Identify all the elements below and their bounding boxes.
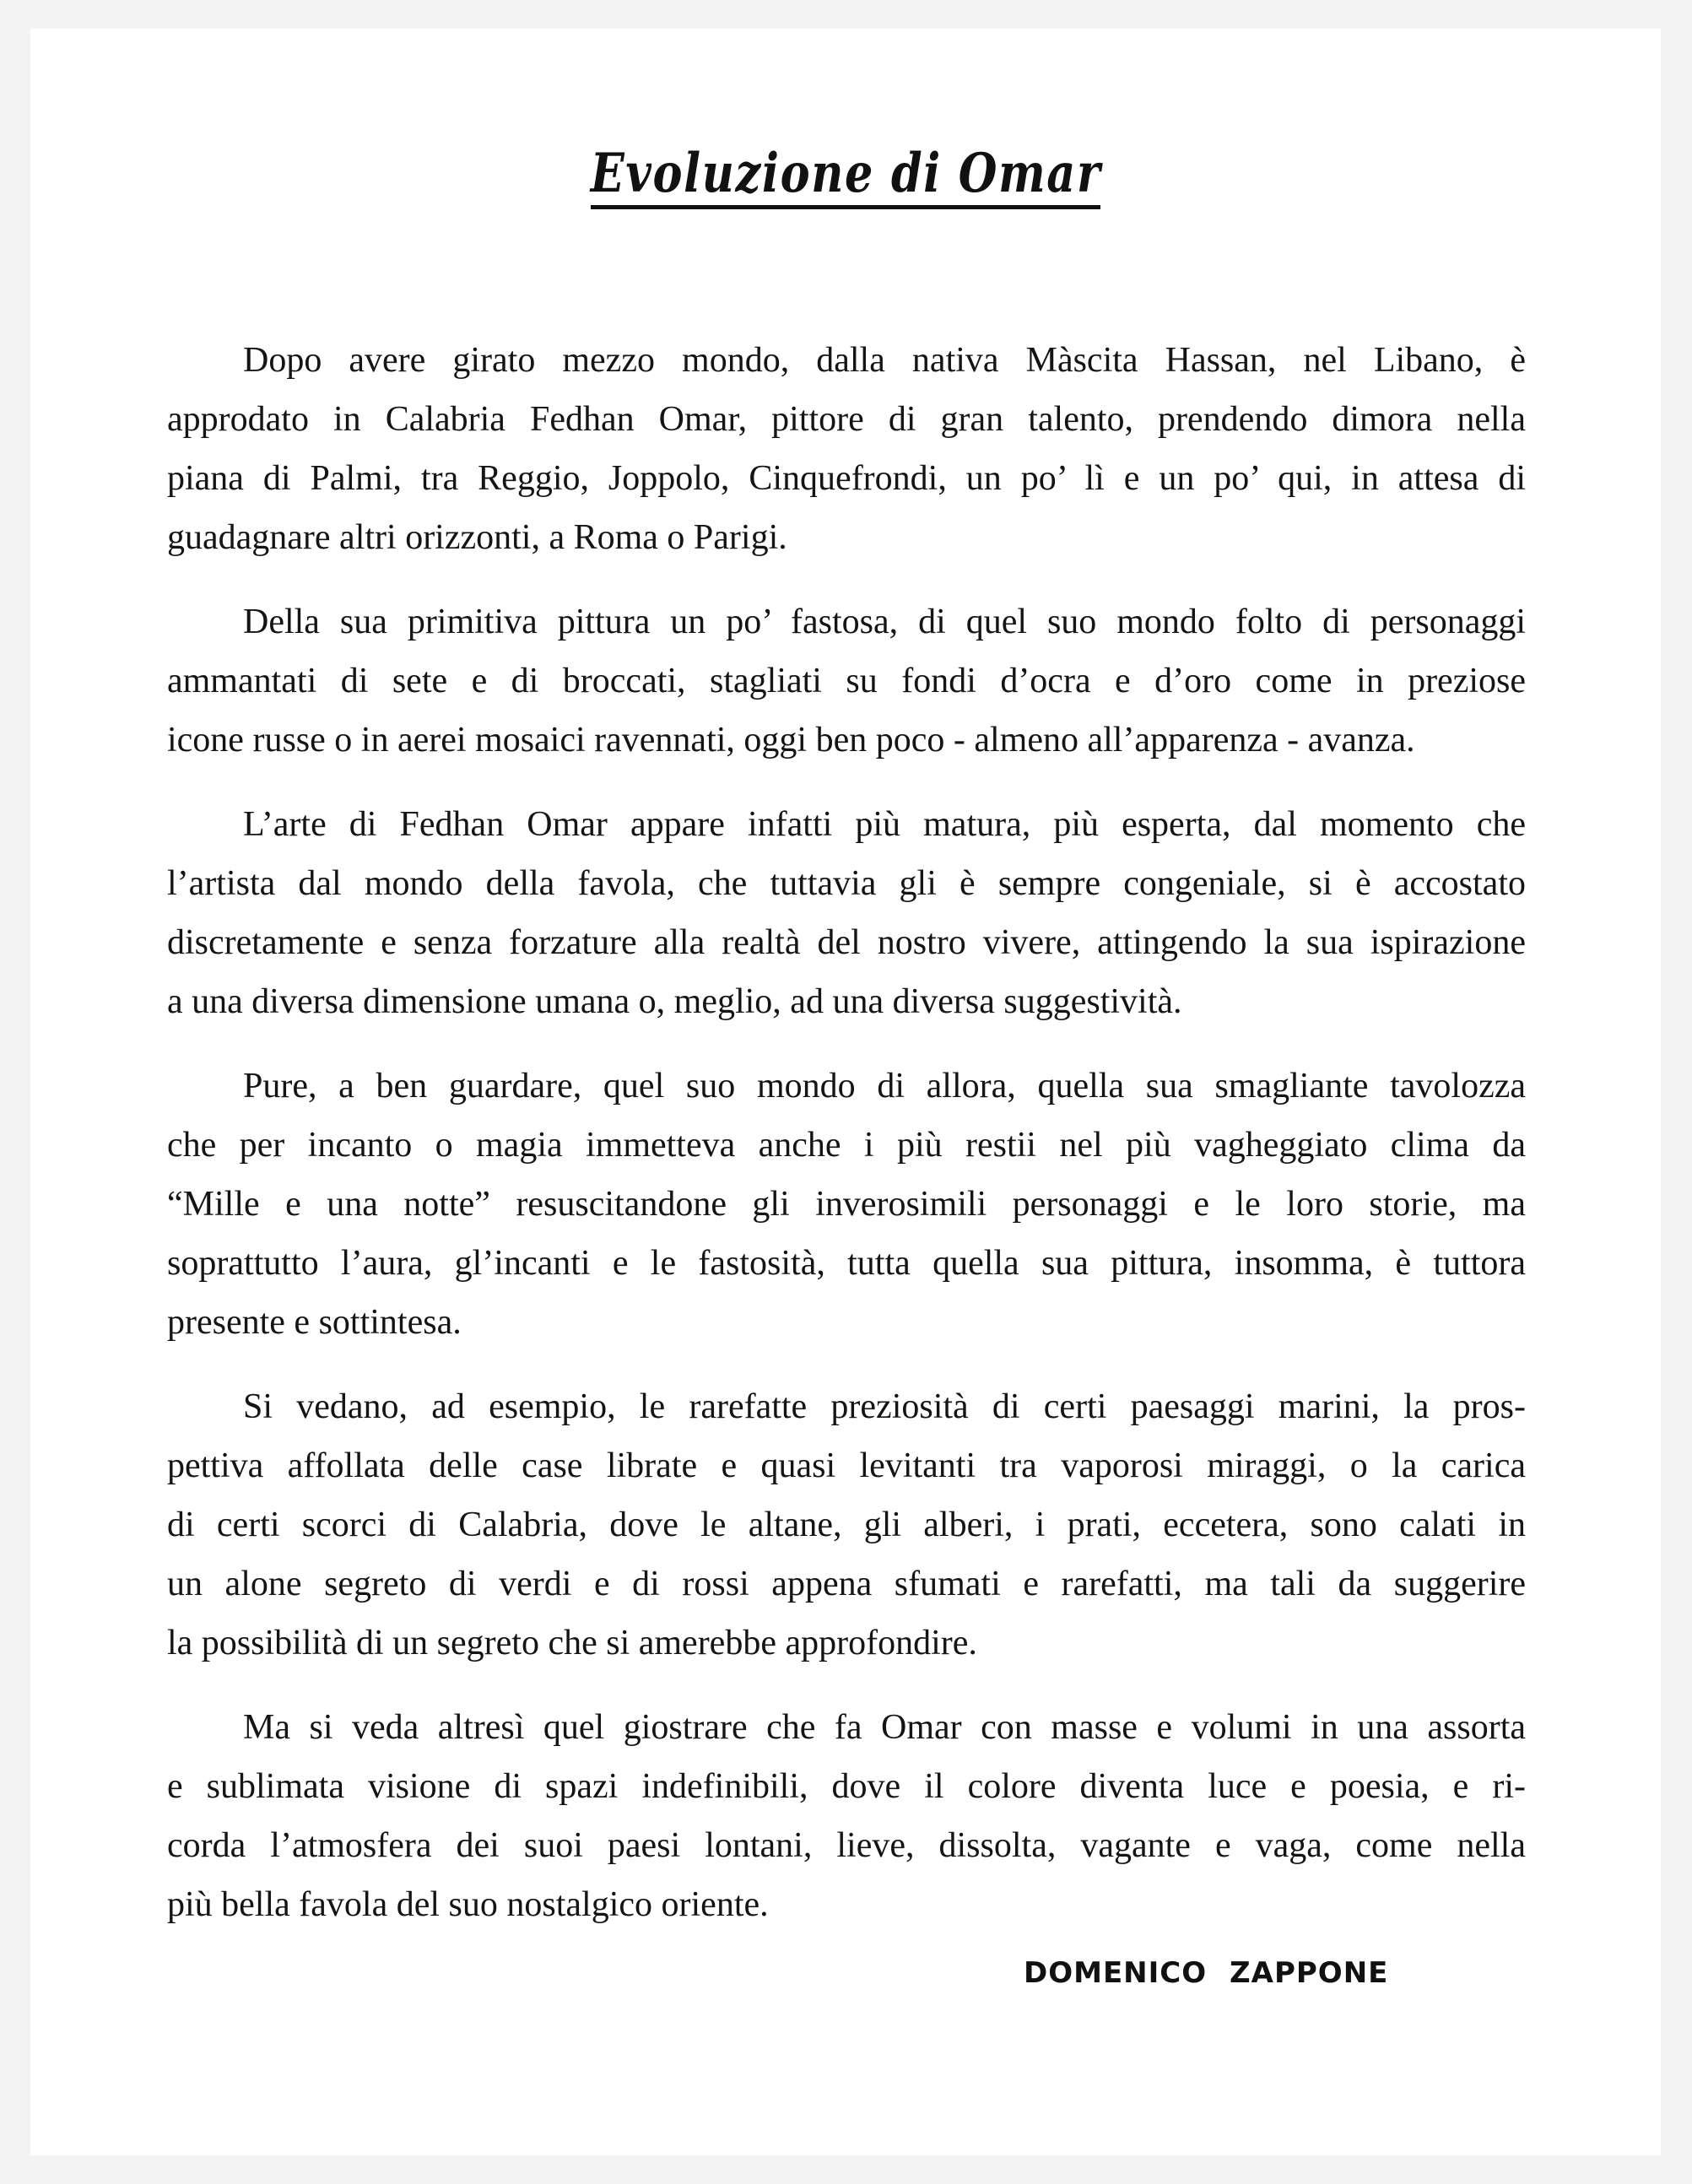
paragraph [167,1698,1526,1934]
text-line: ammantati di sete e di broccati, stagliati su fondi d’ocra e d’oro come in preziose [167,662,1526,700]
text-line: di certi scorci di Calabria, dove le altane, gli alberi, i prati, eccetera, sono calati in [167,1506,1526,1544]
text-line: pettiva affollata delle case librate e quasi levitanti tra vaporosi miraggi, o la carica [167,1446,1526,1485]
title-underline [591,205,1100,209]
article-body [167,331,1526,1960]
text-line: l’artista dal mondo della favola, che tuttavia gli è sempre congeniale, si è accostato [167,864,1526,903]
text-line: Ma si veda altresì quel giostrare che fa Omar con masse e volumi in una assorta [243,1708,1526,1747]
text-line: più bella favola del suo nostalgico oriente. [167,1885,769,1924]
author-signature: DOMENICO ZAPPONE [1024,1956,1389,1990]
paragraph [167,1377,1526,1673]
text-line: che per incanto o magia immetteva anche i più restii nel più vagheggiato clima da [167,1126,1526,1165]
text-line: un alone segreto di verdi e di rossi appena sfumati e rarefatti, ma tali da suggerire [167,1565,1526,1603]
text-line: guadagnare altri orizzonti, a Roma o Parigi. [167,518,787,557]
text-line: Della sua primitiva pittura un po’ fastosa, di quel suo mondo folto di personaggi [243,603,1526,641]
text-line: approdato in Calabria Fedhan Omar, pittore di gran talento, prendendo dimora nella [167,400,1526,439]
text-line: Si vedano, ad esempio, le rarefatte preziosità di certi paesaggi marini, la pros- [243,1387,1526,1426]
paragraph [167,331,1526,567]
paragraph [167,1057,1526,1352]
text-line: piana di Palmi, tra Reggio, Joppolo, Cinquefrondi, un po’ lì e un po’ qui, in attesa di [167,459,1526,498]
text-line: corda l’atmosfera dei suoi paesi lontani, lieve, dissolta, vagante e vaga, come nella [167,1826,1526,1865]
text-line: Pure, a ben guardare, quel suo mondo di allora, quella sua smagliante tavolozza [243,1067,1526,1106]
text-line: Dopo avere girato mezzo mondo, dalla nativa Màscita Hassan, nel Libano, è [243,341,1526,380]
text-line: e sublimata visione di spazi indefinibili, dove il colore diventa luce e poesia, e ri- [167,1767,1526,1806]
article-title: Evoluzione di Omar [590,142,1102,205]
text-line: discretamente e senza forzature alla realtà del nostro vivere, attingendo la sua ispirazione [167,923,1526,962]
text-line: icone russe o in aerei mosaici ravennati, oggi ben poco - almeno all’apparenza - avanza. [167,721,1415,760]
text-line: soprattutto l’aura, gl’incanti e le fastosità, tutta quella sua pittura, insomma, è tuttora [167,1244,1526,1283]
paragraph [167,592,1526,770]
text-line: a una diversa dimensione umana o, meglio, ad una diversa suggestività. [167,982,1182,1021]
text-line: presente e sottintesa. [167,1303,462,1342]
text-line: la possibilità di un segreto che si amerebbe approfondire. [167,1624,977,1662]
text-line: “Mille e una notte” resuscitandone gli inverosimili personaggi e le loro storie, ma [167,1185,1526,1224]
paragraph [167,795,1526,1031]
text-line: L’arte di Fedhan Omar appare infatti più matura, più esperta, dal momento che [243,805,1526,844]
